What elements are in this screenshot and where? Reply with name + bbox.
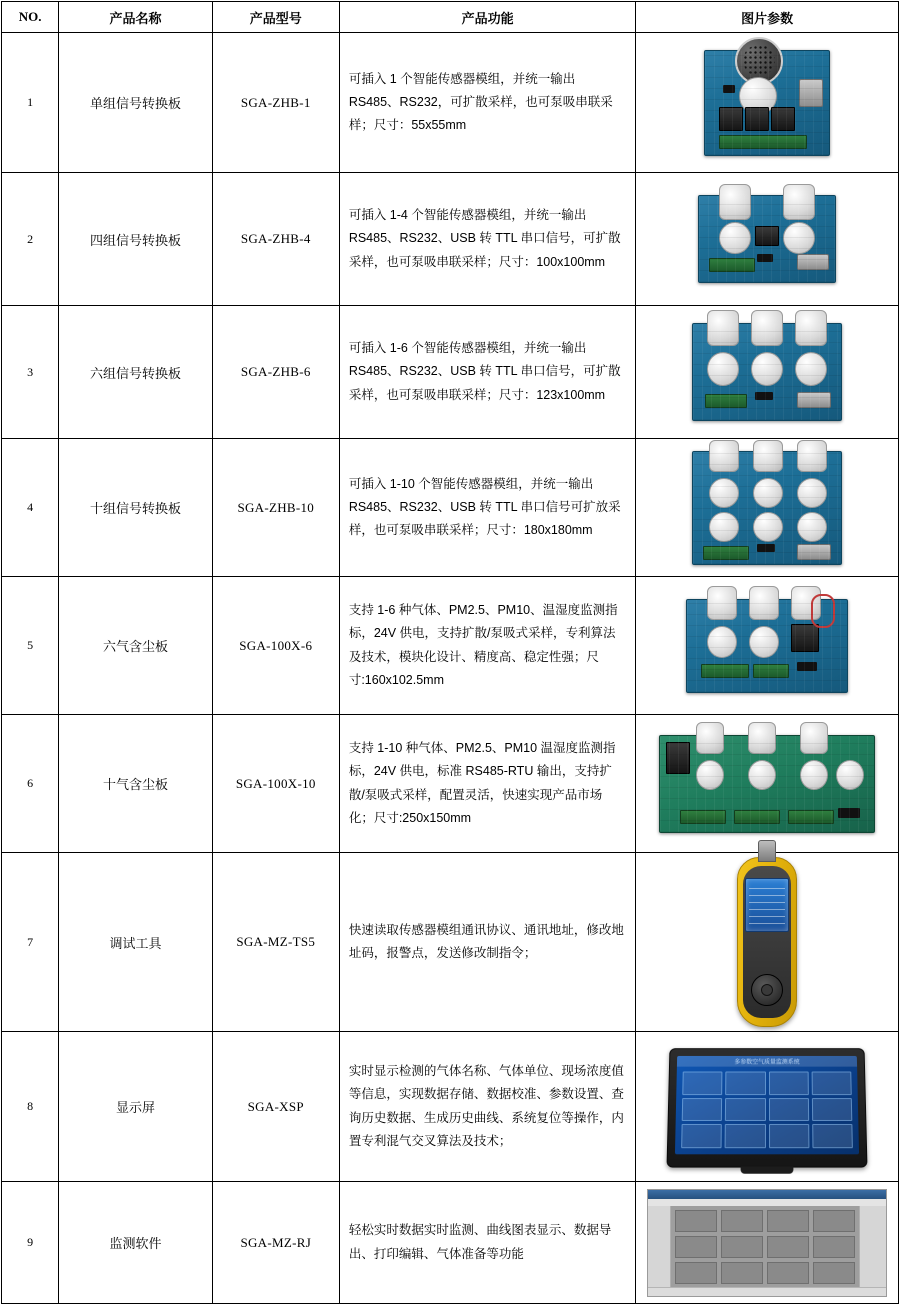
keypad-icon — [751, 974, 783, 1006]
row-product-model: SGA-XSP — [212, 1032, 339, 1182]
row-product-function: 实时显示检测的气体名称、气体单位、现场浓度值等信息，实现数据存储、数据校准、参数设置、查询历史数据、生成历史曲线、系统复位等操作，内置专利混气交叉算法及技术； — [339, 1032, 636, 1182]
table-row — [2, 306, 899, 439]
header-image-parameters: 图片参数 — [636, 2, 899, 33]
row-product-name: 十组信号转换板 — [59, 439, 213, 577]
single-channel-converter-board-image — [640, 50, 894, 156]
table-row — [2, 33, 899, 173]
monitoring-software-screenshot-image — [636, 1189, 898, 1297]
row-product-model: SGA-ZHB-4 — [212, 173, 339, 306]
row-product-model: SGA-ZHB-1 — [212, 33, 339, 173]
row-no: 1 — [2, 33, 59, 173]
table-row — [2, 173, 899, 306]
row-no: 3 — [2, 306, 59, 439]
row-product-name: 六气含尘板 — [59, 577, 213, 715]
row-product-function: 轻松实时数据实时监测、曲线图表显示、数据导出、打印编辑、气体准备等功能 — [339, 1182, 636, 1304]
touch-display-screen-image — [640, 1047, 894, 1167]
row-no: 4 — [2, 439, 59, 577]
row-product-name: 调试工具 — [59, 853, 213, 1032]
handheld-debug-tool-image — [640, 857, 894, 1027]
row-product-model: SGA-100X-10 — [212, 715, 339, 853]
row-product-model: SGA-ZHB-10 — [212, 439, 339, 577]
row-product-model: SGA-ZHB-6 — [212, 306, 339, 439]
row-product-function: 可插入 1-4 个智能传感器模组，并统一输出 RS485、RS232、USB 转 TTL 串口信号，可扩散采样，也可泵吸串联采样；尺寸：100x100mm — [339, 173, 636, 306]
ten-channel-converter-board-image — [640, 451, 894, 565]
row-product-function: 可插入 1 个智能传感器模组，并统一输出 RS485、RS232，可扩散采样，也可泵吸串联采样；尺寸：55x55mm — [339, 33, 636, 173]
row-product-image — [636, 173, 899, 306]
row-product-name: 十气含尘板 — [59, 715, 213, 853]
ten-gas-dust-board-image — [640, 735, 894, 833]
row-product-name: 监测软件 — [59, 1182, 213, 1304]
row-product-image — [636, 715, 899, 853]
row-no: 7 — [2, 853, 59, 1032]
table-row — [2, 853, 899, 1032]
row-product-image — [636, 853, 899, 1032]
six-gas-dust-board-image — [640, 599, 894, 693]
row-product-model: SGA-100X-6 — [212, 577, 339, 715]
row-product-image — [636, 1032, 899, 1182]
row-product-name: 单组信号转换板 — [59, 33, 213, 173]
row-product-model: SGA-MZ-TS5 — [212, 853, 339, 1032]
row-product-image — [636, 1182, 899, 1304]
four-channel-converter-board-image — [640, 195, 894, 283]
table-row — [2, 715, 899, 853]
row-product-name: 六组信号转换板 — [59, 306, 213, 439]
table-header-row — [2, 2, 899, 33]
header-no: NO. — [2, 2, 59, 33]
row-product-image — [636, 33, 899, 173]
row-product-function: 支持 1-10 种气体、PM2.5、PM10 温湿度监测指标，24V 供电，标准 RS485-RTU 输出，支持扩散/泵吸式采样，配置灵活，快速实现产品市场化；尺寸:250x150mm — [339, 715, 636, 853]
row-no: 9 — [2, 1182, 59, 1304]
row-product-function: 可插入 1-10 个智能传感器模组，并统一输出 RS485、RS232、USB 转 TTL 串口信号可扩放采样，也可泵吸串联采样；尺寸：180x180mm — [339, 439, 636, 577]
table-row — [2, 1032, 899, 1182]
row-no: 5 — [2, 577, 59, 715]
row-no: 6 — [2, 715, 59, 853]
header-product-model: 产品型号 — [212, 2, 339, 33]
row-product-function: 可插入 1-6 个智能传感器模组，并统一输出 RS485、RS232、USB 转 TTL 串口信号，可扩散采样，也可泵吸串联采样；尺寸：123x100mm — [339, 306, 636, 439]
header-product-name: 产品名称 — [59, 2, 213, 33]
row-product-function: 快速读取传感器模组通讯协议、通讯地址，修改地址码，报警点，发送修改制指令； — [339, 853, 636, 1032]
row-product-image — [636, 439, 899, 577]
row-no: 8 — [2, 1032, 59, 1182]
product-specification-table — [1, 1, 899, 1304]
header-product-function: 产品功能 — [339, 2, 636, 33]
table-row — [2, 439, 899, 577]
row-product-image — [636, 577, 899, 715]
row-product-function: 支持 1-6 种气体、PM2.5、PM10、温湿度监测指标，24V 供电，支持扩散/泵吸式采样，专利算法及技术，模块化设计、精度高、稳定性强；尺寸:160x102.5mm — [339, 577, 636, 715]
row-product-image — [636, 306, 899, 439]
row-no: 2 — [2, 173, 59, 306]
six-channel-converter-board-image — [640, 323, 894, 421]
row-product-name: 四组信号转换板 — [59, 173, 213, 306]
probe-icon — [758, 840, 776, 862]
screen-title-text: 多参数空气质量监测系统 — [734, 1059, 800, 1066]
table-row — [2, 1182, 899, 1304]
row-product-model: SGA-MZ-RJ — [212, 1182, 339, 1304]
row-product-name: 显示屏 — [59, 1032, 213, 1182]
table-row — [2, 577, 899, 715]
